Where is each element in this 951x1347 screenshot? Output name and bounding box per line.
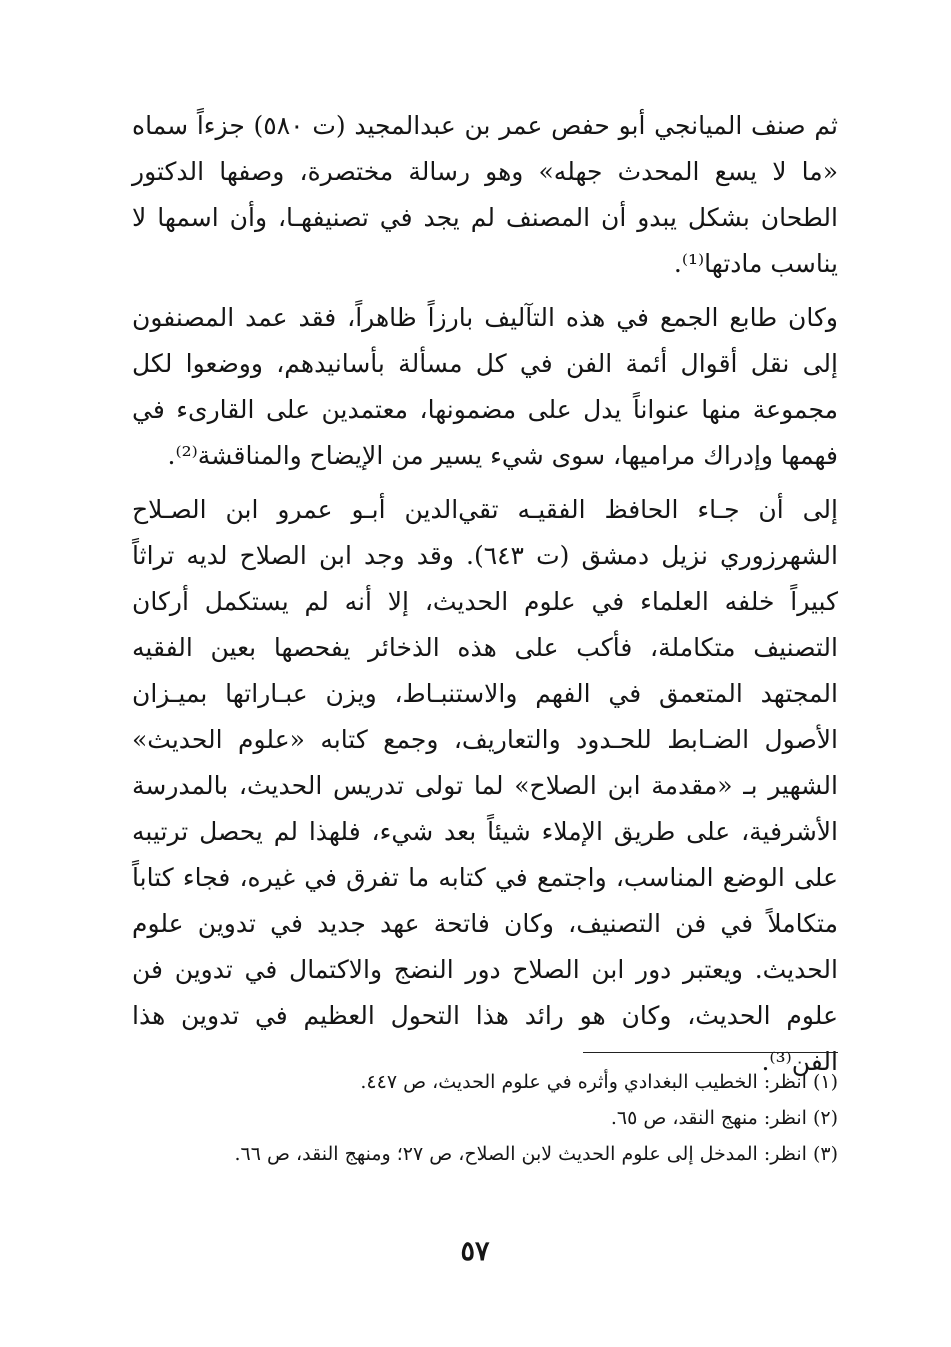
paragraph: وكان طابع الجمع في هذه التآليف بارزاً ظاهراً، فقد عمد المصنفون إلى نقل أقوال أئمة الفن في كل مسألة بأسانيدهم، ووضعوا لكل مجموعة منها عنواناً يدل على مضمونها، معتمدين على القارىء في فهمها وإدراك مراميها، سوى شيء يسير من الإيضاح والمناقشة⁽²⁾. (132, 303, 838, 470)
footnotes (132, 1064, 838, 1172)
page-number: ٥٧ (460, 1236, 490, 1267)
paragraph: ثم صنف الميانجي أبو حفص عمر بن عبدالمجيد (ت ٥٨٠) جزءاً سماه «ما لا يسع المحدث جهله» وهو رسالة مختصرة، وصفها الدكتور الطحان بشكل يبدو أن المصنف لم يجد في تصنيفهـا، وأن اسمها لا يناسب مادتها⁽¹⁾. (132, 111, 838, 278)
footnote: (٣) انظر: المدخل إلى علوم الحديث لابن الصلاح، ص ٢٧؛ ومنهج النقد، ص ٦٦. (234, 1143, 838, 1165)
footnote: (٢) انظر: منهج النقد، ص ٦٥. (610, 1107, 838, 1129)
footnote-divider (583, 1052, 838, 1053)
paragraph: إلى أن جـاء الحافظ الفقيـه تقي‌الدين أبـو عمرو ابن الصـلاح الشهرزوري نزيل دمشق (ت ٦٤٣). وقد وجد ابن الصلاح لديه تراثاً كبيراً خلفه العلماء في علوم الحديث، إلا أنه لم يستكمل أركان التصنيف متكاملة، فأكب على هذه الذخائر يفحصها بعين الفقيه المجتهد المتعمق في الفهم والاستنبـاط، ويزن عبـاراتها بميـزان الأصول الضـابط للحـدود والتعاريف، وجمع كتابه «علوم الحديث» الشهير بـ «مقدمة ابن الصلاح» لما تولى تدريس الحديث، بالمدرسة الأشرفية، على طريق الإملاء شيئاً بعد شيء، فلهذا لم يحصل ترتيبه على الوضع المناسب، واجتمع في كتابه ما تفرق في غيره، فجاء كتاباً متكاملاً في فن التصنيف، وكان فاتحة عهد جديد في تدوين علوم الحديث. ويعتبر دور ابن الصلاح دور النضج والاكتمال في تدوين فن علوم الحديث، وكان هو رائد هذا التحول العظيم في تدوين هذا الفن⁽³⁾. (132, 495, 838, 1076)
footnote: (١) انظر: الخطيب البغدادي وأثره في علوم الحديث، ص ٤٤٧. (360, 1071, 838, 1093)
